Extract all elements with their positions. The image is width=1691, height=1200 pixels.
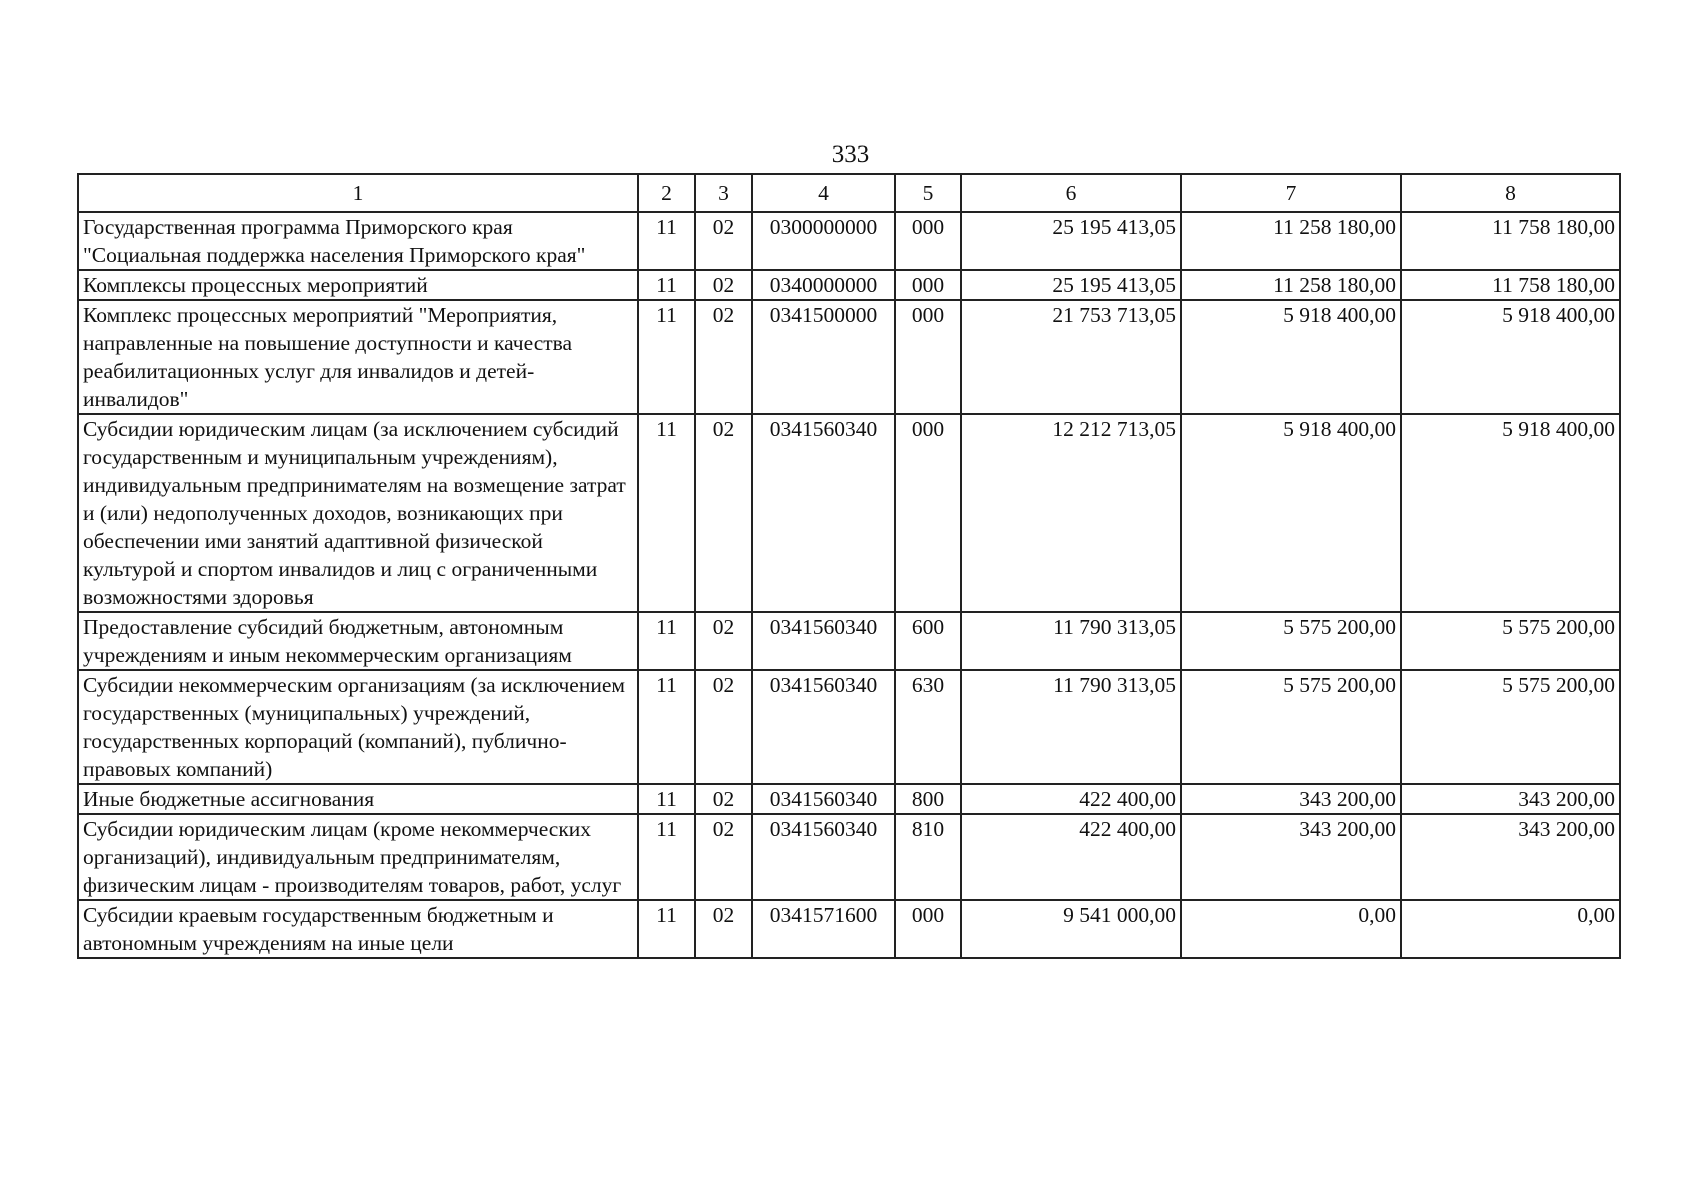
row-name: Субсидии краевым государственным бюджетным и автономным учреждениям на иные цели bbox=[78, 900, 638, 958]
row-amount-6: 12 212 713,05 bbox=[961, 414, 1181, 612]
row-amount-8: 11 758 180,00 bbox=[1401, 212, 1620, 270]
row-section: 11 bbox=[638, 784, 695, 814]
row-amount-7: 5 575 200,00 bbox=[1181, 670, 1401, 784]
row-name: Комплексы процессных мероприятий bbox=[78, 270, 638, 300]
row-target-article: 0341560340 bbox=[752, 814, 895, 900]
row-subsection: 02 bbox=[695, 612, 752, 670]
row-name: Субсидии юридическим лицам (за исключением субсидий государственным и муниципальным учреждениям), индивидуальным предпринимателям на возмещение затрат и (или) недополученных доходов, возникающих при обеспечении ими занятий адаптивной физической культурой и спортом инвалидов и лиц с ограниченными возможностями здоровья bbox=[78, 414, 638, 612]
row-amount-7: 11 258 180,00 bbox=[1181, 212, 1401, 270]
row-target-article: 0341500000 bbox=[752, 300, 895, 414]
header-col-4: 4 bbox=[752, 174, 895, 212]
page-number: 333 bbox=[831, 141, 870, 168]
row-name: Субсидии юридическим лицам (кроме некоммерческих организаций), индивидуальным предпринимателям, физическим лицам - производителям товаров, работ, услуг bbox=[78, 814, 638, 900]
row-subsection: 02 bbox=[695, 784, 752, 814]
row-target-article: 0341560340 bbox=[752, 784, 895, 814]
row-section: 11 bbox=[638, 270, 695, 300]
row-name: Предоставление субсидий бюджетным, автономным учреждениям и иным некоммерческим организациям bbox=[78, 612, 638, 670]
row-name: Субсидии некоммерческим организациям (за исключением государственных (муниципальных) учреждений, государственных корпораций (компаний), публично-правовых компаний) bbox=[78, 670, 638, 784]
row-amount-7: 5 918 400,00 bbox=[1181, 414, 1401, 612]
row-amount-7: 5 918 400,00 bbox=[1181, 300, 1401, 414]
row-amount-8: 0,00 bbox=[1401, 900, 1620, 958]
row-subsection: 02 bbox=[695, 212, 752, 270]
row-subsection: 02 bbox=[695, 900, 752, 958]
row-amount-6: 11 790 313,05 bbox=[961, 612, 1181, 670]
row-section: 11 bbox=[638, 670, 695, 784]
row-expense-type: 000 bbox=[895, 212, 961, 270]
row-section: 11 bbox=[638, 300, 695, 414]
row-amount-8: 343 200,00 bbox=[1401, 784, 1620, 814]
header-col-5: 5 bbox=[895, 174, 961, 212]
row-subsection: 02 bbox=[695, 814, 752, 900]
row-section: 11 bbox=[638, 612, 695, 670]
row-amount-6: 422 400,00 bbox=[961, 784, 1181, 814]
row-amount-8: 5 575 200,00 bbox=[1401, 670, 1620, 784]
row-amount-6: 9 541 000,00 bbox=[961, 900, 1181, 958]
row-section: 11 bbox=[638, 212, 695, 270]
header-col-2: 2 bbox=[638, 174, 695, 212]
budget-table bbox=[77, 173, 1621, 959]
row-amount-8: 343 200,00 bbox=[1401, 814, 1620, 900]
row-subsection: 02 bbox=[695, 670, 752, 784]
row-expense-type: 630 bbox=[895, 670, 961, 784]
header-col-7: 7 bbox=[1181, 174, 1401, 212]
row-amount-6: 21 753 713,05 bbox=[961, 300, 1181, 414]
row-name: Государственная программа Приморского края "Социальная поддержка населения Приморского края" bbox=[78, 212, 638, 270]
row-name: Иные бюджетные ассигнования bbox=[78, 784, 638, 814]
header-col-3: 3 bbox=[695, 174, 752, 212]
row-amount-8: 11 758 180,00 bbox=[1401, 270, 1620, 300]
table-row bbox=[78, 612, 1620, 670]
row-subsection: 02 bbox=[695, 414, 752, 612]
row-target-article: 0341560340 bbox=[752, 414, 895, 612]
row-amount-7: 11 258 180,00 bbox=[1181, 270, 1401, 300]
row-target-article: 0341560340 bbox=[752, 670, 895, 784]
table-row bbox=[78, 900, 1620, 958]
row-expense-type: 600 bbox=[895, 612, 961, 670]
row-amount-8: 5 918 400,00 bbox=[1401, 414, 1620, 612]
row-name: Комплекс процессных мероприятий "Мероприятия, направленные на повышение доступности и качества реабилитационных услуг для инвалидов и детей-инвалидов" bbox=[78, 300, 638, 414]
header-col-6: 6 bbox=[961, 174, 1181, 212]
table-row bbox=[78, 212, 1620, 270]
row-amount-6: 25 195 413,05 bbox=[961, 270, 1181, 300]
row-amount-8: 5 575 200,00 bbox=[1401, 612, 1620, 670]
table-row bbox=[78, 270, 1620, 300]
row-amount-7: 343 200,00 bbox=[1181, 784, 1401, 814]
row-subsection: 02 bbox=[695, 270, 752, 300]
row-target-article: 0341560340 bbox=[752, 612, 895, 670]
row-target-article: 0340000000 bbox=[752, 270, 895, 300]
row-expense-type: 000 bbox=[895, 900, 961, 958]
header-col-1: 1 bbox=[78, 174, 638, 212]
table-row bbox=[78, 814, 1620, 900]
table-row bbox=[78, 784, 1620, 814]
row-section: 11 bbox=[638, 814, 695, 900]
row-subsection: 02 bbox=[695, 300, 752, 414]
row-expense-type: 000 bbox=[895, 414, 961, 612]
row-target-article: 0341571600 bbox=[752, 900, 895, 958]
table-row bbox=[78, 414, 1620, 612]
row-amount-8: 5 918 400,00 bbox=[1401, 300, 1620, 414]
row-target-article: 0300000000 bbox=[752, 212, 895, 270]
row-expense-type: 000 bbox=[895, 300, 961, 414]
table-row bbox=[78, 300, 1620, 414]
row-amount-6: 11 790 313,05 bbox=[961, 670, 1181, 784]
row-amount-6: 25 195 413,05 bbox=[961, 212, 1181, 270]
row-amount-7: 343 200,00 bbox=[1181, 814, 1401, 900]
header-col-8: 8 bbox=[1401, 174, 1620, 212]
table-header-row bbox=[78, 174, 1620, 212]
table-row bbox=[78, 670, 1620, 784]
row-amount-7: 0,00 bbox=[1181, 900, 1401, 958]
row-amount-7: 5 575 200,00 bbox=[1181, 612, 1401, 670]
row-expense-type: 800 bbox=[895, 784, 961, 814]
row-expense-type: 810 bbox=[895, 814, 961, 900]
row-expense-type: 000 bbox=[895, 270, 961, 300]
row-amount-6: 422 400,00 bbox=[961, 814, 1181, 900]
row-section: 11 bbox=[638, 414, 695, 612]
row-section: 11 bbox=[638, 900, 695, 958]
